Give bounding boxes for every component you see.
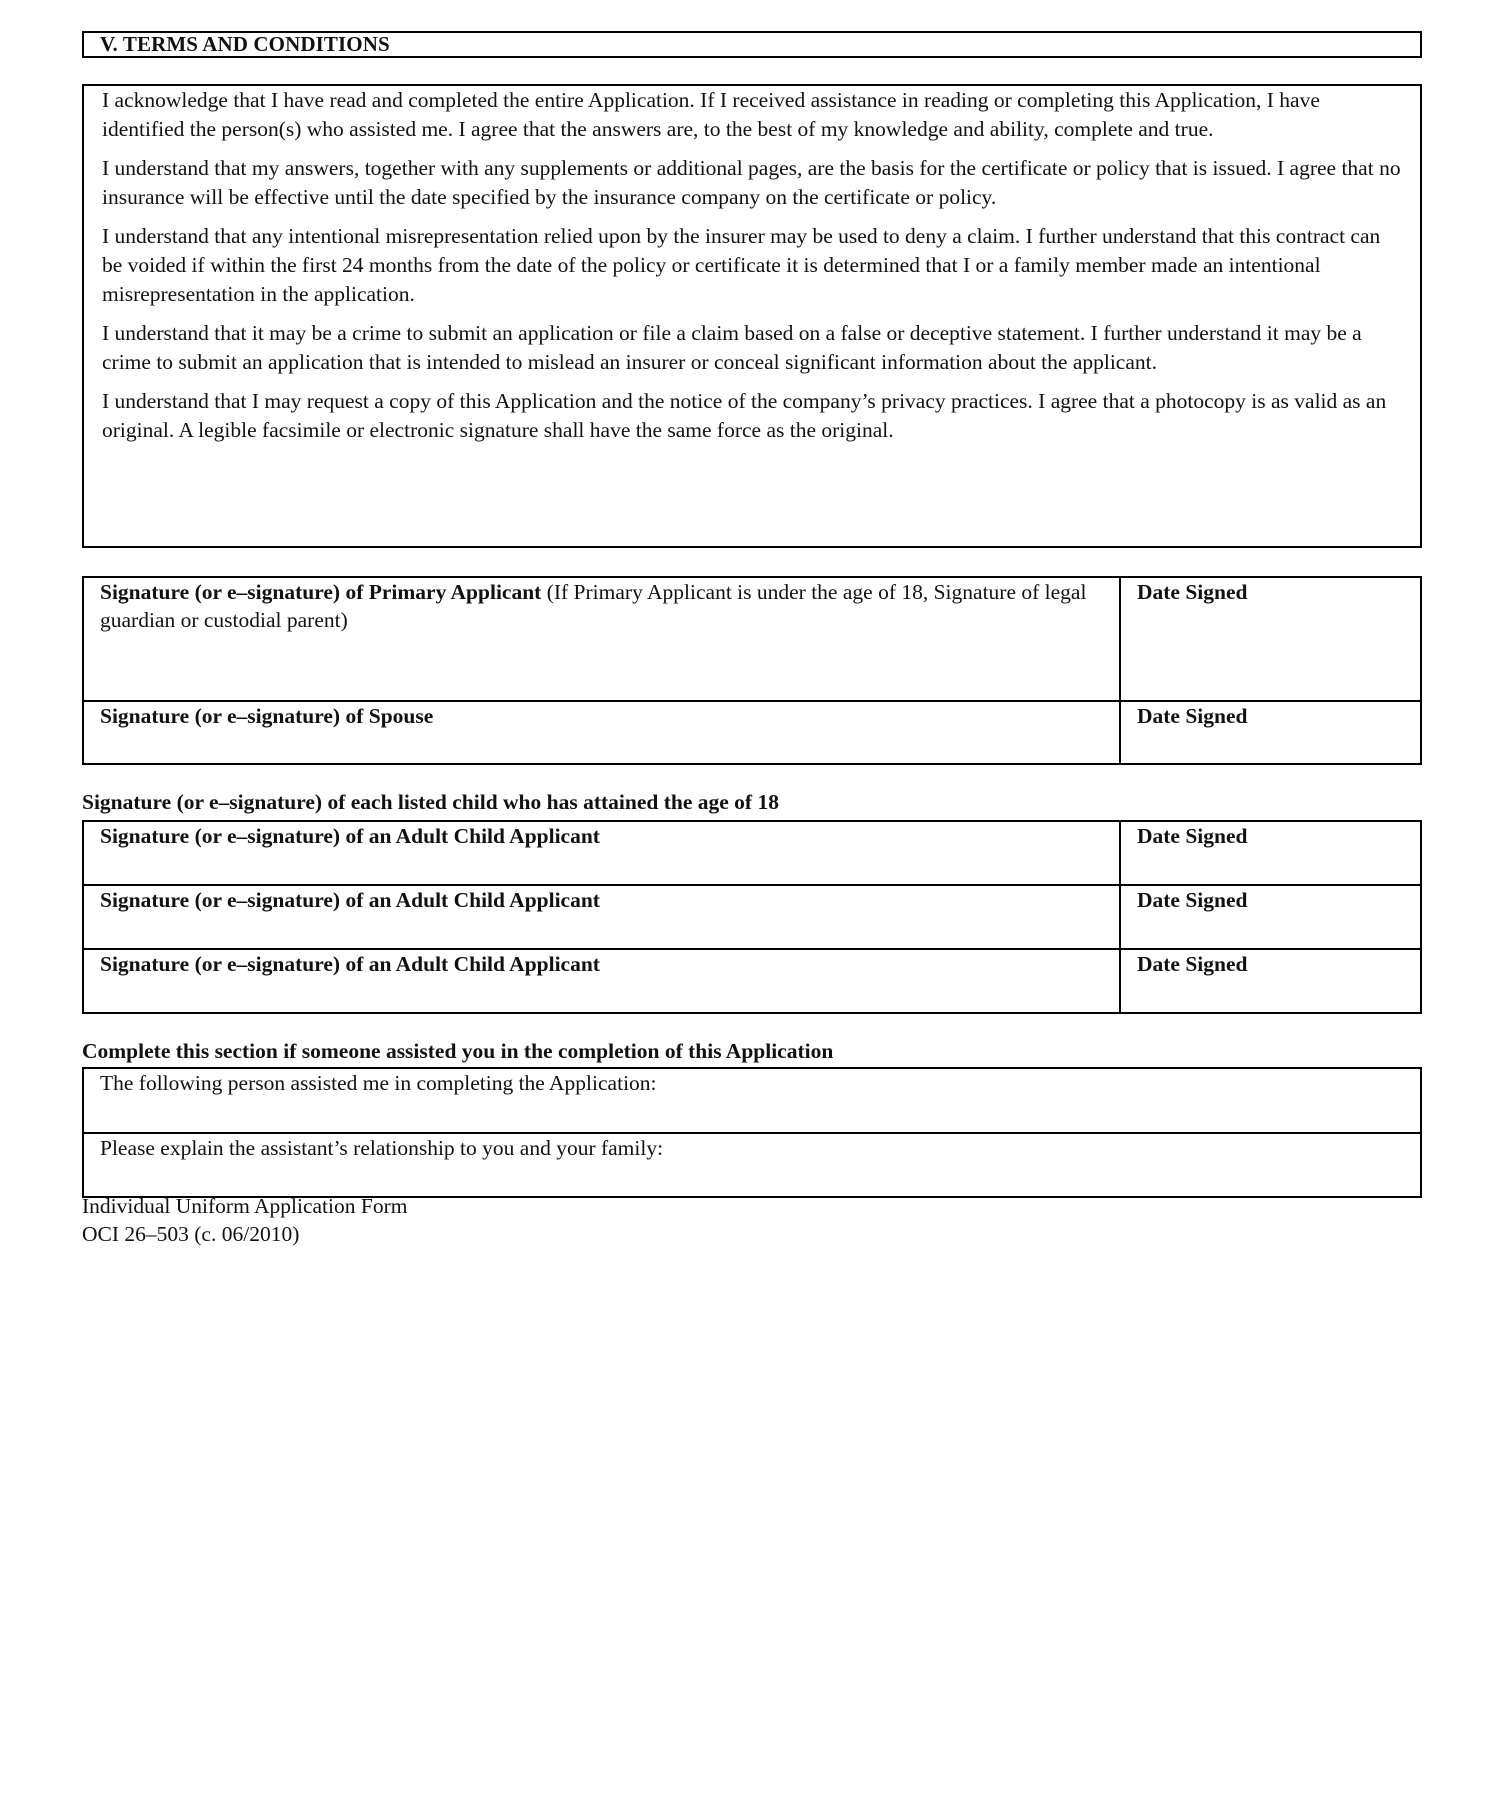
primary-signature-field[interactable] [83,577,1120,701]
child-signature-table [82,820,1422,1014]
terms-paragraph: I acknowledge that I have read and completed the entire Application. If I received assistance in reading or completing this Application, I have identified the person(s) who assisted me. I agree that the answers are, to the best of my knowledge and ability, complete and true. [102,88,1320,141]
spouse-date-field[interactable] [1120,701,1421,764]
assistance-heading-text: Complete this section if someone assisted you in the completion of this Application [82,1039,834,1063]
date-signed-label: Date Signed [1137,952,1248,976]
primary-signature-table [82,576,1422,765]
child-signatures-heading-text: Signature (or e–signature) of each listed child who has attained the age of 18 [82,790,779,814]
form-number: OCI 26–503 (c. 06/2010) [82,1222,300,1246]
child-date-field[interactable] [1120,885,1421,949]
assistant-label: The following person assisted me in completing the Application: [100,1071,657,1095]
date-signed-label: Date Signed [1137,704,1248,728]
relationship-row [83,1133,1421,1197]
relationship-field[interactable] [83,1133,1421,1197]
child-signature-label: Signature (or e–signature) of an Adult Child Applicant [100,888,600,912]
child-signature-label: Signature (or e–signature) of an Adult Child Applicant [100,824,600,848]
date-signed-label: Date Signed [1137,824,1248,848]
child-signature-label: Signature (or e–signature) of an Adult Child Applicant [100,952,600,976]
primary-signature-row [83,577,1421,701]
child-signatures-heading [82,790,779,814]
child-signature-row [83,821,1421,885]
child-signature-field[interactable] [83,885,1120,949]
primary-date-field[interactable] [1120,577,1421,701]
section-title-text: V. TERMS AND CONDITIONS [100,32,390,56]
terms-paragraph: I understand that it may be a crime to submit an application or file a claim based on a false or deceptive statement. I further understand it may be a crime to submit an application that is intended to mislead an insurer or conceal significant information about the applicant. [102,321,1362,374]
assistant-field[interactable] [83,1068,1421,1133]
form-name: Individual Uniform Application Form [82,1194,408,1218]
primary-signature-label: Signature (or e–signature) of Primary Applicant [100,580,542,604]
date-signed-label: Date Signed [1137,580,1248,604]
child-signature-field[interactable] [83,949,1120,1013]
section-title [82,31,1422,58]
primary-signature-note: (If Primary Applicant is under the age of 18, Signature of legal guardian or custodial parent) [100,580,1087,632]
assistant-row [83,1068,1421,1133]
assistance-table [82,1067,1422,1198]
date-signed-label: Date Signed [1137,888,1248,912]
child-signature-field[interactable] [83,821,1120,885]
spouse-signature-label: Signature (or e–signature) of Spouse [100,704,434,728]
terms-paragraph: I understand that any intentional misrepresentation relied upon by the insurer may be used to deny a claim. I further understand that this contract can be voided if within the first 24 months from the date of the policy or certificate it is determined that I or a family member made an intentional misrepresentation in the application. [102,224,1381,306]
form-footer [82,1192,407,1248]
child-signature-row [83,949,1421,1013]
terms-box [82,84,1422,548]
terms-paragraph: I understand that my answers, together with any supplements or additional pages, are the basis for the certificate or policy that is issued. I agree that no insurance will be effective until the date specified by the insurance company on the certificate or policy. [102,156,1401,209]
child-signature-row [83,885,1421,949]
spouse-signature-field[interactable] [83,701,1120,764]
terms-paragraph: I understand that I may request a copy of this Application and the notice of the company’s privacy practices. I agree that a photocopy is as valid as an original. A legible facsimile or electronic signature shall have the same force as the original. [102,389,1387,442]
relationship-label: Please explain the assistant’s relationship to you and your family: [100,1136,664,1160]
child-date-field[interactable] [1120,821,1421,885]
child-date-field[interactable] [1120,949,1421,1013]
assistance-heading [82,1039,833,1063]
spouse-signature-row [83,701,1421,764]
